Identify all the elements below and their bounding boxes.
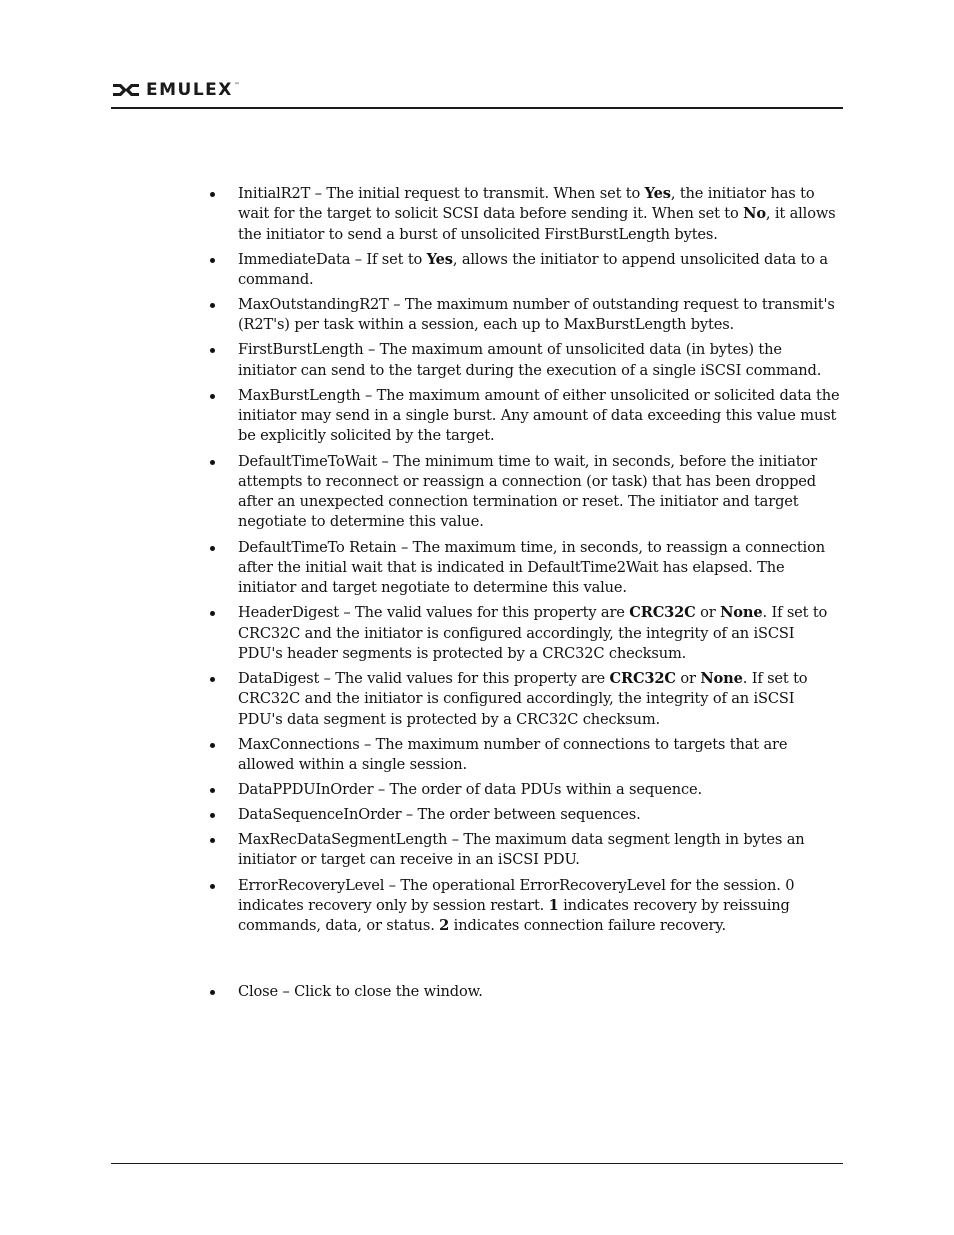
bullet-icon [210, 546, 215, 551]
parameter-item [210, 538, 842, 599]
bold-term: None [700, 669, 743, 687]
parameter-item [210, 250, 842, 291]
bold-term: CRC32C [609, 669, 676, 687]
bold-term: Yes [644, 185, 671, 202]
button-list [210, 982, 842, 1007]
header-rule [111, 107, 843, 109]
text-segment: . If set to CRC32C and the initiator is configured accordingly, the integrity of an iSCSI PDU's data segment is protected by a CRC32C checksum. [238, 669, 808, 728]
text-segment: ErrorRecoveryLevel – The operational ErrorRecoveryLevel for the session. 0 indicates recovery only by session restart. [238, 876, 795, 914]
text-segment: or [675, 669, 701, 687]
text-segment: HeaderDigest – The valid values for this property are [238, 604, 630, 622]
parameter-list [210, 184, 842, 941]
parameter-item [210, 386, 842, 447]
bold-term: Yes [426, 250, 453, 268]
text-segment: MaxOutstandingR2T – The maximum number of outstanding request to transmit's (R2T's) per task within a session, each up to MaxBurstLength bytes. [238, 296, 835, 334]
parameter-item [210, 184, 842, 245]
bullet-icon [210, 192, 215, 197]
text-segment: indicates connection failure recovery. [449, 917, 726, 935]
text-segment: MaxRecDataSegmentLength – The maximum data segment length in bytes an initiator or target can receive in an iSCSI PDU. [238, 831, 805, 869]
bold-term: 2 [439, 917, 450, 935]
parameter-item [210, 805, 842, 825]
text-segment: Close – Click to close the window. [238, 983, 483, 1000]
bullet-icon [210, 743, 215, 748]
bullet-icon [210, 611, 215, 616]
parameter-item [210, 295, 842, 336]
text-segment: DataSequenceInOrder – The order between sequences. [238, 806, 641, 824]
text-segment: DefaultTimeTo Retain – The maximum time, in seconds, to reassign a connection after the initial wait that is indicated in DefaultTime2Wait has elapsed. The initiator and target negotiate to determine this value. [238, 538, 825, 597]
bold-term: None [720, 604, 763, 622]
logo-wordmark: EMULEX [146, 80, 233, 100]
bullet-icon [210, 788, 215, 793]
bold-term: 1 [548, 896, 559, 914]
text-segment: indicates recovery by reissuing commands, data, or status. [238, 896, 790, 935]
bullet-icon [210, 884, 215, 889]
bullet-icon [210, 460, 215, 465]
parameter-item [210, 780, 842, 800]
text-segment: MaxBurstLength – The maximum amount of either unsolicited or solicited data the initiator may send in a single burst. Any amount of data exceeding this value must be explicitly solicited by the target. [238, 386, 840, 445]
text-segment: DataDigest – The valid values for this property are [238, 669, 610, 687]
footer-rule [111, 1163, 843, 1164]
bullet-icon [210, 348, 215, 353]
bullet-icon [210, 303, 215, 308]
bullet-icon [210, 838, 215, 843]
text-segment: . If set to CRC32C and the initiator is configured accordingly, the integrity of an iSCSI PDU's header segments is protected by a CRC32C checksum. [238, 604, 828, 662]
text-segment: DataPPDUInOrder – The order of data PDUs within a sequence. [238, 780, 702, 798]
bullet-icon [210, 677, 215, 682]
text-segment: InitialR2T – The initial request to transmit. When set to [238, 185, 645, 202]
parameter-item [210, 340, 842, 381]
logo-trademark: ™ [233, 82, 240, 89]
bullet-icon [210, 990, 215, 995]
text-segment: , allows the initiator to append unsolicited data to a command. [238, 250, 828, 288]
bullet-icon [210, 258, 215, 263]
parameter-item [210, 603, 842, 664]
text-segment: MaxConnections – The maximum number of connections to targets that are allowed within a single session. [238, 735, 788, 773]
bullet-icon [210, 813, 215, 818]
text-segment: FirstBurstLength – The maximum amount of unsolicited data (in bytes) the initiator can send to the target during the execution of a single iSCSI command. [238, 341, 822, 379]
bold-term: CRC32C [629, 604, 696, 622]
text-segment: DefaultTimeToWait – The minimum time to wait, in seconds, before the initiator attempts to reconnect or reassign a connection (or task) that has been dropped after an unexpected connection termination or reset. The initiator and target negotiate to determine this value. [238, 452, 817, 531]
parameter-item [210, 669, 842, 730]
bullet-icon [210, 394, 215, 399]
button-description-item [210, 982, 842, 1002]
parameter-item [210, 876, 842, 937]
emulex-logo [112, 80, 240, 100]
parameter-item [210, 830, 842, 871]
bold-term: No [743, 205, 766, 223]
text-segment: ImmediateData – If set to [238, 250, 427, 268]
emulex-mark-icon [112, 82, 140, 98]
parameter-item [210, 735, 842, 776]
text-segment: , it allows the initiator to send a burst of unsolicited FirstBurstLength bytes. [238, 205, 836, 243]
parameter-item [210, 452, 842, 533]
text-segment: , the initiator has to wait for the target to solicit SCSI data before sending it. When set to [238, 185, 815, 223]
text-segment: or [695, 604, 721, 622]
